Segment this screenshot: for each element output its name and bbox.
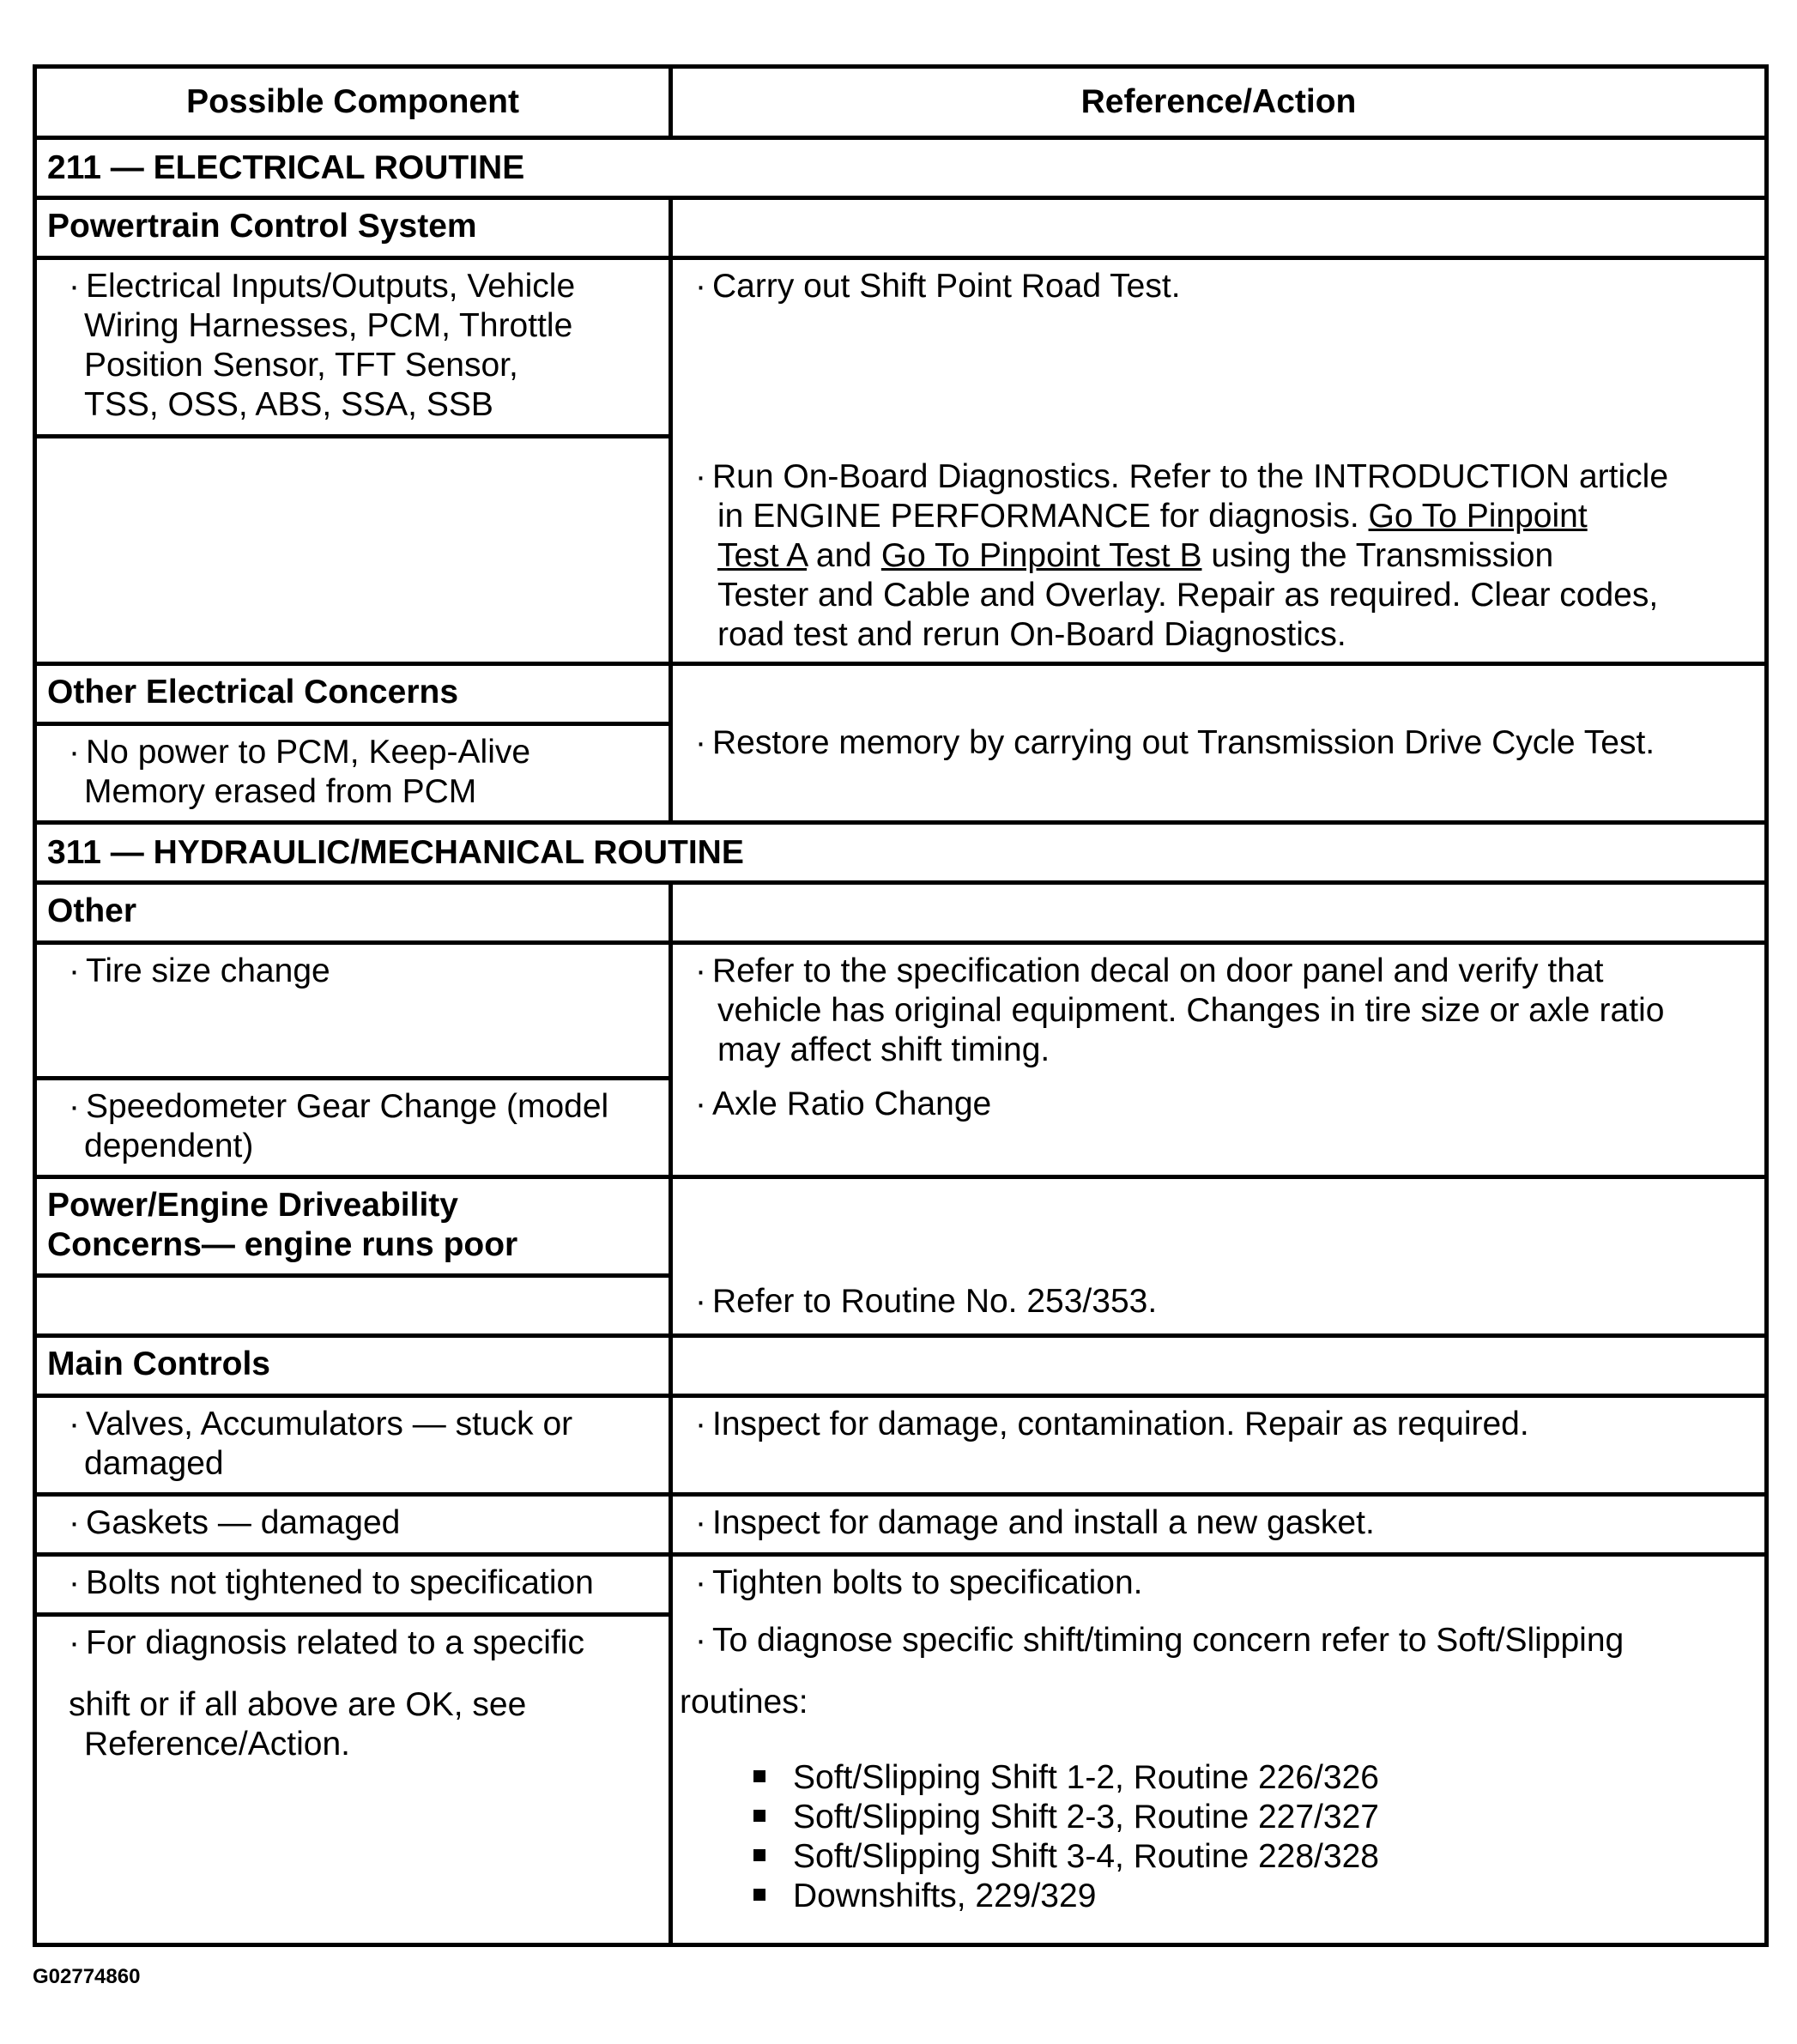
- empty-cell: [671, 198, 1767, 258]
- action-tighten-bolts: · Tighten bolts to specification.: [671, 1554, 1767, 1614]
- action-install-new-gasket: · Inspect for damage and install a new gasket.: [671, 1494, 1767, 1554]
- empty-cell: [671, 1335, 1767, 1395]
- item-electrical-inputs: · Electrical Inputs/Outputs, Vehicle Wiring Harnesses, PCM, Throttle Position Sensor, TFT Sensor, TSS, OSS, ABS, SSA, SSB: [35, 258, 671, 437]
- item-valves-accumulators: · Valves, Accumulators — stuck or damaged: [35, 1395, 671, 1494]
- list-item: Soft/Slipping Shift 2-3, Routine 227/327: [753, 1798, 1754, 1837]
- group-powertrain-control-system: Powertrain Control System: [35, 198, 671, 258]
- item-specific-shift-diagnosis: · For diagnosis related to a specific shift or if all above are OK, see Reference/Action.: [35, 1614, 671, 1944]
- empty-cell: [35, 1275, 671, 1335]
- item-tire-size-change: · Tire size change: [35, 942, 671, 1078]
- action-inspect-contamination: · Inspect for damage, contamination. Repair as required.: [671, 1395, 1767, 1494]
- action-shift-point-road-test: · Carry out Shift Point Road Test.: [671, 258, 1767, 437]
- routine-table: [33, 64, 1769, 1947]
- group-main-controls: Main Controls: [35, 1335, 671, 1395]
- action-restore-memory: · Restore memory by carrying out Transmission Drive Cycle Test.: [671, 663, 1767, 822]
- group-power-engine-driveability: Power/Engine Driveability Concerns— engine runs poor: [35, 1176, 671, 1275]
- action-specification-decal: · Refer to the specification decal on door panel and verify that vehicle has original equipment. Changes in tire size or axle ratio may affect shift timing.: [671, 942, 1767, 1078]
- empty-cell: [35, 437, 671, 664]
- list-item: Downshifts, 229/329: [753, 1877, 1754, 1916]
- section-211-title: 211 — ELECTRICAL ROUTINE: [35, 138, 1767, 198]
- action-axle-ratio-change: · Axle Ratio Change: [671, 1078, 1767, 1176]
- link-pinpoint-test-b[interactable]: Go To Pinpoint Test B: [880, 536, 1202, 574]
- soft-slipping-routine-list: [695, 1758, 1754, 1916]
- item-no-power-to-pcm: · No power to PCM, Keep-Alive Memory erased from PCM: [35, 723, 671, 822]
- item-bolts-not-tightened: · Bolts not tightened to specification: [35, 1554, 671, 1614]
- group-other: Other: [35, 882, 671, 942]
- item-gaskets-damaged: · Gaskets — damaged: [35, 1494, 671, 1554]
- header-reference-action: Reference/Action: [671, 67, 1767, 138]
- list-item: Soft/Slipping Shift 1-2, Routine 226/326: [753, 1758, 1754, 1798]
- empty-cell: [671, 882, 1767, 942]
- item-speedometer-gear-change: · Speedometer Gear Change (model dependent): [35, 1078, 671, 1176]
- section-311-title: 311 — HYDRAULIC/MECHANICAL ROUTINE: [35, 822, 1767, 882]
- list-item: Soft/Slipping Shift 3-4, Routine 228/328: [753, 1837, 1754, 1877]
- link-pinpoint-test-a-cont[interactable]: Test A: [717, 536, 808, 574]
- link-pinpoint-test-a[interactable]: Go To Pinpoint: [1368, 497, 1588, 535]
- action-run-on-board-diagnostics: · Run On-Board Diagnostics. Refer to the INTRODUCTION article in ENGINE PERFORMANCE for diagnosis. Go To Pinpoint Test A and Go To Pinpoint Test B using the Transmission Tester and Cable and Overlay. Repair as required. Clear codes, road test and rerun On-Board Diagnostics.: [671, 437, 1767, 664]
- group-other-electrical-concerns: Other Electrical Concerns: [35, 663, 671, 723]
- action-diagnose-shift-timing: · To diagnose specific shift/timing concern refer to Soft/Slipping routines: Soft/Slipping Shift 1-2, Routine 226/326 Soft/Slipping Shift 2-3, Routine 227/327 Soft/Slipping Shift 3-4, Routine 228/328 Downshifts, 229/329: [671, 1614, 1767, 1944]
- action-refer-routine-253-353: · Refer to Routine No. 253/353.: [671, 1176, 1767, 1335]
- figure-caption: G02774860: [33, 1965, 141, 1988]
- header-possible-component: Possible Component: [35, 67, 671, 138]
